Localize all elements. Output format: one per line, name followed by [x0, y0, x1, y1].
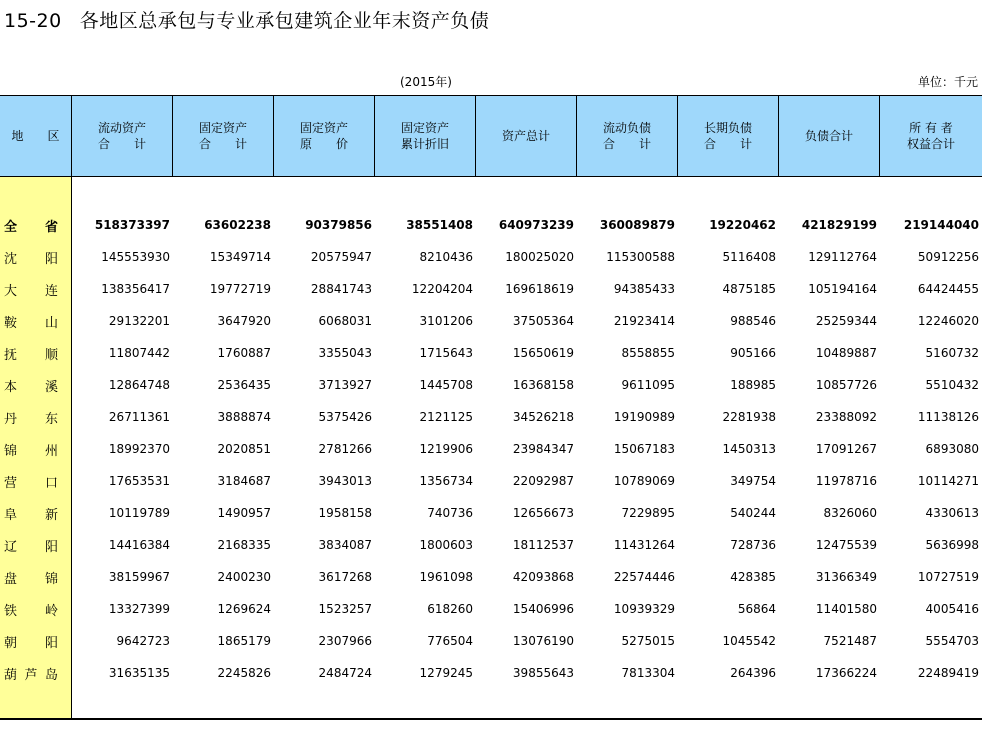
table-cell: 2400230 — [217, 570, 271, 584]
table-cell: 2281938 — [722, 410, 776, 424]
table-cell: 29132201 — [108, 314, 170, 328]
region-char: 阜 — [4, 507, 18, 523]
region-char: 朝 — [4, 635, 18, 651]
table-cell: 13327399 — [108, 602, 170, 616]
table-cell: 13076190 — [512, 634, 574, 648]
table-cell: 18112537 — [512, 538, 574, 552]
table-cell: 90379856 — [305, 218, 372, 232]
region-name — [0, 369, 72, 401]
table-bottom-border — [0, 718, 982, 720]
table-cell: 10789069 — [613, 474, 675, 488]
table-cell: 115300588 — [606, 250, 675, 264]
table-cell: 38551408 — [406, 218, 473, 232]
region-name — [0, 529, 72, 561]
region-char: 全 — [4, 219, 18, 235]
table-cell: 23388092 — [815, 410, 877, 424]
table-cell: 3713927 — [318, 378, 372, 392]
region-name — [0, 657, 72, 689]
table-cell: 988546 — [730, 314, 776, 328]
table-cell: 10939329 — [613, 602, 675, 616]
table-cell: 5116408 — [722, 250, 776, 264]
table-cell: 105194164 — [808, 282, 877, 296]
table-cell: 5554703 — [925, 634, 979, 648]
region-char: 丹 — [4, 411, 18, 427]
table-cell: 8210436 — [419, 250, 473, 264]
table-cell: 3184687 — [217, 474, 271, 488]
table-cell: 37505364 — [512, 314, 574, 328]
table-cell: 12864748 — [108, 378, 170, 392]
table-cell: 428385 — [730, 570, 776, 584]
table-row — [0, 593, 982, 625]
table-row — [0, 401, 982, 433]
header-col-5: 资产总计 — [476, 96, 577, 176]
table-cell: 1279245 — [419, 666, 473, 680]
table-cell: 2536435 — [217, 378, 271, 392]
table-cell: 2307966 — [318, 634, 372, 648]
table-cell: 11978716 — [815, 474, 877, 488]
table-cell: 10114271 — [917, 474, 979, 488]
region-char: 连 — [44, 283, 58, 299]
region-name — [0, 625, 72, 657]
table-cell: 31366349 — [815, 570, 877, 584]
region-char: 省 — [44, 219, 58, 235]
table-cell: 22489419 — [917, 666, 979, 680]
table-row — [0, 337, 982, 369]
header-col-8: 负债合计 — [779, 96, 880, 176]
table-code: 15-20 — [4, 10, 62, 32]
table-cell: 2121125 — [419, 410, 473, 424]
table-cell: 63602238 — [204, 218, 271, 232]
table-cell: 12246020 — [917, 314, 979, 328]
table-cell: 1269624 — [217, 602, 271, 616]
table-cell: 19772719 — [209, 282, 271, 296]
table-cell: 421829199 — [801, 218, 877, 232]
table-cell: 1961098 — [419, 570, 473, 584]
table-cell: 145553930 — [101, 250, 170, 264]
header-col-4: 固定资产 累计折旧 — [375, 96, 476, 176]
table-row — [0, 561, 982, 593]
table-cell: 38159967 — [108, 570, 170, 584]
table-cell: 4005416 — [925, 602, 979, 616]
table-cell: 1490957 — [217, 506, 271, 520]
table-cell: 129112764 — [808, 250, 877, 264]
table-cell: 618260 — [427, 602, 473, 616]
table-cell: 1045542 — [722, 634, 776, 648]
table-cell: 1715643 — [419, 346, 473, 360]
region-name — [0, 273, 72, 305]
table-cell: 3943013 — [318, 474, 372, 488]
region-char: 葫 — [4, 667, 18, 683]
table-cell: 12475539 — [815, 538, 877, 552]
header-col-2: 固定资产 合 计 — [173, 96, 274, 176]
region-char: 州 — [44, 443, 58, 459]
table-cell: 349754 — [730, 474, 776, 488]
region-char: 抚 — [4, 347, 18, 363]
table-cell: 6893080 — [925, 442, 979, 456]
table-cell: 17366224 — [815, 666, 877, 680]
table-cell: 17653531 — [108, 474, 170, 488]
region-char: 阳 — [44, 635, 58, 651]
table-cell: 10727519 — [917, 570, 979, 584]
table-cell: 94385433 — [613, 282, 675, 296]
table-cell: 5636998 — [925, 538, 979, 552]
table-cell: 64424455 — [917, 282, 979, 296]
header-region: 地 区 — [0, 96, 72, 176]
table-cell: 3101206 — [419, 314, 473, 328]
region-char: 锦 — [44, 571, 58, 587]
region-char: 盘 — [4, 571, 18, 587]
table-cell: 11401580 — [815, 602, 877, 616]
data-table — [0, 95, 982, 720]
table-cell: 2484724 — [318, 666, 372, 680]
table-cell: 20575947 — [310, 250, 372, 264]
table-cell: 28841743 — [310, 282, 372, 296]
table-cell: 8326060 — [823, 506, 877, 520]
table-cell: 6068031 — [318, 314, 372, 328]
region-char: 岭 — [44, 603, 58, 619]
region-name — [0, 561, 72, 593]
table-cell: 219144040 — [903, 218, 979, 232]
table-cell: 17091267 — [815, 442, 877, 456]
page-title — [4, 6, 489, 30]
table-row — [0, 657, 982, 689]
table-cell: 2168335 — [217, 538, 271, 552]
table-cell: 7229895 — [621, 506, 675, 520]
table-cell: 1356734 — [419, 474, 473, 488]
table-cell: 5510432 — [925, 378, 979, 392]
table-cell: 2781266 — [318, 442, 372, 456]
region-name — [0, 401, 72, 433]
table-cell: 12204204 — [411, 282, 473, 296]
table-cell: 4875185 — [722, 282, 776, 296]
table-cell: 169618619 — [505, 282, 574, 296]
table-cell: 1958158 — [318, 506, 372, 520]
region-char: 口 — [44, 475, 58, 491]
table-cell: 56864 — [737, 602, 776, 616]
table-cell: 776504 — [427, 634, 473, 648]
table-cell: 2245826 — [217, 666, 271, 680]
region-name — [0, 593, 72, 625]
table-cell: 10489887 — [815, 346, 877, 360]
table-row — [0, 273, 982, 305]
table-cell: 5160732 — [925, 346, 979, 360]
table-cell: 138356417 — [101, 282, 170, 296]
region-char: 大 — [4, 283, 18, 299]
table-cell: 42093868 — [512, 570, 574, 584]
region-char: 辽 — [4, 539, 18, 555]
table-header — [0, 95, 982, 177]
table-cell: 10857726 — [815, 378, 877, 392]
region-char: 本 — [4, 379, 18, 395]
table-cell: 1523257 — [318, 602, 372, 616]
region-char: 锦 — [4, 443, 18, 459]
table-cell: 9611095 — [621, 378, 675, 392]
region-char: 鞍 — [4, 315, 18, 331]
region-char: 铁 — [4, 603, 18, 619]
table-cell: 31635135 — [108, 666, 170, 680]
table-cell: 540244 — [730, 506, 776, 520]
table-cell: 11138126 — [917, 410, 979, 424]
region-char: 新 — [44, 507, 58, 523]
table-cell: 25259344 — [815, 314, 877, 328]
table-cell: 1865179 — [217, 634, 271, 648]
table-cell: 4330613 — [925, 506, 979, 520]
region-char: 阳 — [44, 539, 58, 555]
unit-label: 单位：千元 — [917, 75, 978, 89]
table-cell: 640973239 — [498, 218, 574, 232]
table-cell: 50912256 — [917, 250, 979, 264]
region-char: 芦 — [24, 667, 38, 683]
table-cell: 905166 — [730, 346, 776, 360]
region-char: 阳 — [44, 251, 58, 267]
table-cell: 1800603 — [419, 538, 473, 552]
region-char: 营 — [4, 475, 18, 491]
table-cell: 10119789 — [108, 506, 170, 520]
table-row — [0, 433, 982, 465]
table-cell: 1450313 — [722, 442, 776, 456]
region-char: 沈 — [4, 251, 18, 267]
table-cell: 39855643 — [512, 666, 574, 680]
header-col-9: 所 有 者 权益合计 — [906, 121, 955, 151]
table-cell: 9642723 — [116, 634, 170, 648]
region-name — [0, 241, 72, 273]
table-cell: 21923414 — [613, 314, 675, 328]
table-cell: 3834087 — [318, 538, 372, 552]
table-cell: 12656673 — [512, 506, 574, 520]
region-name — [0, 305, 72, 337]
table-cell: 518373397 — [94, 218, 170, 232]
table-cell: 180025020 — [505, 250, 574, 264]
region-char: 溪 — [44, 379, 58, 395]
header-col-3: 固定资产 原 价 — [274, 96, 375, 176]
table-cell: 3888874 — [217, 410, 271, 424]
table-cell: 14416384 — [108, 538, 170, 552]
table-cell: 5375426 — [318, 410, 372, 424]
region-name — [0, 465, 72, 497]
table-cell: 5275015 — [621, 634, 675, 648]
table-cell: 7521487 — [823, 634, 877, 648]
table-cell: 3355043 — [318, 346, 372, 360]
table-row — [0, 305, 982, 337]
table-cell: 23984347 — [512, 442, 574, 456]
table-cell: 19190989 — [613, 410, 675, 424]
table-cell: 15349714 — [209, 250, 271, 264]
table-cell: 1760887 — [217, 346, 271, 360]
header-col-1: 流动资产 合 计 — [72, 96, 173, 176]
table-cell: 26711361 — [108, 410, 170, 424]
region-name — [0, 209, 72, 241]
table-row — [0, 625, 982, 657]
table-cell: 3617268 — [318, 570, 372, 584]
table-cell: 8558855 — [621, 346, 675, 360]
region-name — [0, 497, 72, 529]
table-cell: 15650619 — [512, 346, 574, 360]
region-name — [0, 433, 72, 465]
table-cell: 1445708 — [419, 378, 473, 392]
header-col-7: 长期负债 合 计 — [678, 96, 779, 176]
header-col-6: 流动负债 合 计 — [577, 96, 678, 176]
table-title: 各地区总承包与专业承包建筑企业年末资产负债 — [79, 10, 490, 32]
region-char: 岛 — [44, 667, 58, 683]
total-row — [0, 209, 982, 241]
table-cell: 264396 — [730, 666, 776, 680]
table-cell: 11807442 — [108, 346, 170, 360]
table-cell: 740736 — [427, 506, 473, 520]
table-cell: 22574446 — [613, 570, 675, 584]
region-name — [0, 337, 72, 369]
table-cell: 18992370 — [108, 442, 170, 456]
region-char: 山 — [44, 315, 58, 331]
region-char: 顺 — [44, 347, 58, 363]
table-cell: 1219906 — [419, 442, 473, 456]
table-cell: 22092987 — [512, 474, 574, 488]
table-cell: 11431264 — [613, 538, 675, 552]
table-row — [0, 241, 982, 273]
table-cell: 728736 — [730, 538, 776, 552]
table-row — [0, 465, 982, 497]
table-cell: 188985 — [730, 378, 776, 392]
region-char: 东 — [44, 411, 58, 427]
table-cell: 19220462 — [709, 218, 776, 232]
table-cell: 16368158 — [512, 378, 574, 392]
table-cell: 3647920 — [217, 314, 271, 328]
table-cell: 2020851 — [217, 442, 271, 456]
table-row — [0, 497, 982, 529]
year-label: (2015年) — [400, 75, 452, 89]
table-row — [0, 369, 982, 401]
table-row — [0, 529, 982, 561]
table-cell: 7813304 — [621, 666, 675, 680]
table-cell: 34526218 — [512, 410, 574, 424]
table-cell: 360089879 — [599, 218, 675, 232]
table-cell: 15067183 — [613, 442, 675, 456]
table-cell: 15406996 — [512, 602, 574, 616]
